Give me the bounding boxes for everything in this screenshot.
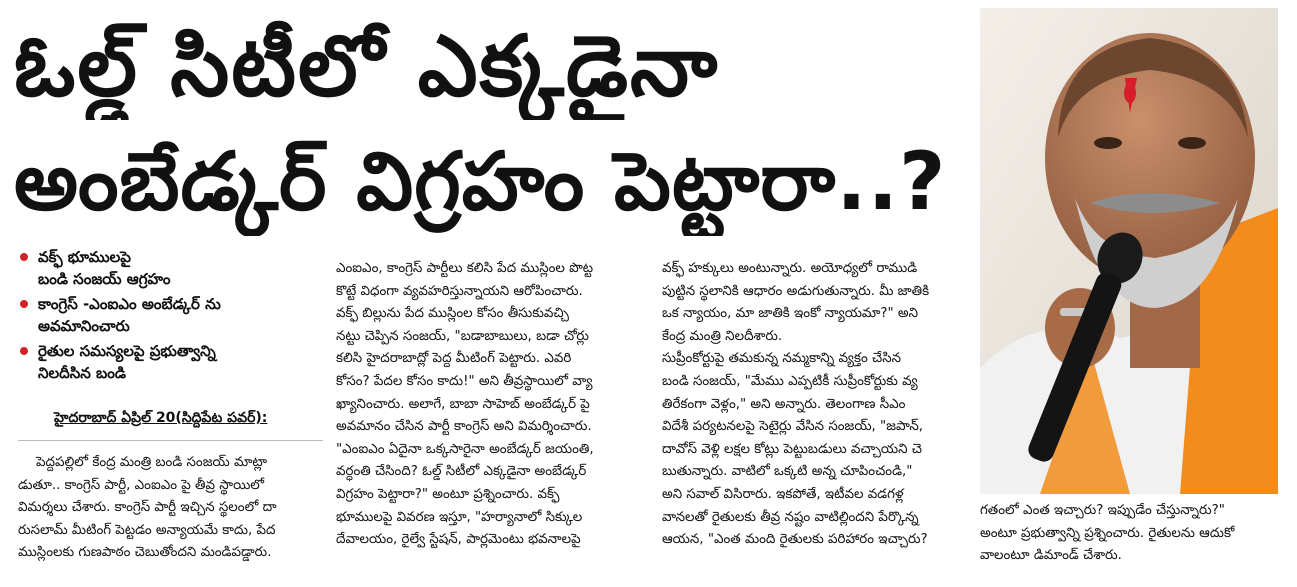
bullet-dot-icon — [20, 347, 28, 355]
divider — [18, 440, 323, 441]
article-text: వక్ఫ్ హక్కులు అంటున్నారు. అయోధ్యలో రాముడి పుట్టిన స్థలానికి ఆధారం అడుగుతున్నారు. మీ జాతికి ఒక న్యాయం, మా జాతికి ఇంకో న్యాయమా?" అని కేంద్ర మంత్రి నిలదీశారు. సుప్రీంకోర్టుపై తమకున్న నమ్మకాన్ని వ్యక్తం చేసిన బండి సంజయ్, "మేము ఎప్పటికీ సుప్రీంకోర్టుకు వ్య తిరేకంగా వెళ్లం," అని అన్నారు. తెలంగాణ సీఎం విదేశీ పర్యటనలపై సెటైర్లు వేసిన సంజయ్, "జపాన్, దావోస్ వెళ్లి లక్షల కోట్లు పెట్టుబడులు వచ్చాయని చె బుతున్నారు. వాటిలో ఒక్కటి అన్న చూపించండి," అని సవాల్ విసిరారు. ఇకపోతే, ఇటీవల వడగళ్ల వానలతో రైతులకు తీవ్ర నష్టం వాటిల్లిందని పేర్కొన్న ఆయన, "ఎంత మంది రైతులకు పరిహారం ఇచ్చారు? — [662, 261, 930, 548]
highlight-item — [20, 340, 325, 384]
highlight-item — [20, 246, 325, 290]
article-column-3 — [662, 258, 968, 552]
highlight-item — [20, 293, 325, 337]
bullet-dot-icon — [20, 300, 28, 308]
portrait-image — [980, 8, 1278, 494]
article-text: ఎంఐఎం, కాంగ్రెస్ పార్టీలు కలిసి పేద ముస్లింల పొట్ట కొట్టే విధంగా వ్యవహరిస్తున్నాయని ఆరోపించారు. వక్ఫ్ బిల్లును పేద ముస్లింల కోసం తీసుకువచ్చి నట్టు చెప్పిన సంజయ్, "బడాబాబులు, బడా చోర్లు కలిసి హైదరాబాద్లో పెద్ద మీటింగ్ పెట్టారు. ఎవరి కోసం? పేదల కోసం కాదు!" అని తీవ్రస్థాయిలో వ్యా ఖ్యానించారు. అలాగే, బాబా సాహెబ్ అంబేడ్కర్ పై అవమానం చేసిన పార్టీ కాంగ్రెస్ అని విమర్శించారు. "ఎంఐఎం ఏదైనా ఒక్కసారైనా అంబేడ్కర్ జయంతి, వర్ధంతి చేసింది? ఓల్డ్ సిటీలో ఎక్కడైనా అంబేడ్కర్ విగ్రహం పెట్టారా?" అంటూ ప్రశ్నించారు. వక్ఫ్ భూములపై వివరణ ఇస్తూ, "హర్యానాలో సిక్కుల దేవాలయం, రైల్వే స్టేషన్, పార్లమెంటు భవనాలపై — [336, 261, 594, 548]
highlight-text: వక్ఫ్ భూములపై బండి సంజయ్ ఆగ్రహం — [38, 248, 171, 288]
headline-line-1: ఓల్డ్ సిటీలో ఎక్కడైనా — [14, 17, 720, 115]
article-text: గతంలో ఎంత ఇచ్చారు? ఇప్పుడేం చేస్తున్నారు?" అంటూ ప్రభుత్వాన్ని ప్రశ్నించారు. రైతులను ఆదుకో వాలంటూ డిమాండ్ చేశారు. — [980, 503, 1235, 564]
highlights-list — [20, 246, 325, 387]
highlight-text: రైతుల సమస్యలపై ప్రభుత్వాన్ని నిలదీసిన బండి — [38, 342, 216, 382]
dateline: హైదరాబాద్ ఏప్రిల్ 20(సిద్దిపేట పవర్): — [54, 410, 268, 426]
article-column-4 — [980, 500, 1280, 568]
article-column-1 — [18, 452, 323, 565]
bullet-dot-icon — [20, 253, 28, 261]
politician-photo — [980, 8, 1278, 494]
article-text: పెద్దపల్లిలో కేంద్ర మంత్రి బండి సంజయ్ మాట్లా డుతూ.. కాంగ్రెస్ పార్టీ, ఎంఐఎం పై తీవ్ర స్థాయిలో విమర్శలు చేశారు. కాంగ్రెస్ పార్టీ ఇచ్చిన స్థలంలో దా రుసలామ్ మీటింగ్ పెట్టడం అన్యాయమే కాదు, పేద ముస్లింలకు గుణపాఠం చెబుతోందని మండిపడ్డారు. — [18, 455, 277, 561]
highlight-text: కాంగ్రెస్ -ఎంఐఎం అంబేడ్కర్ ను అవమానించారు — [38, 295, 221, 335]
headline-line-2: అంబేడ్కర్ విగ్రహం పెట్టారా..? — [14, 135, 947, 228]
article-column-2 — [336, 258, 642, 552]
